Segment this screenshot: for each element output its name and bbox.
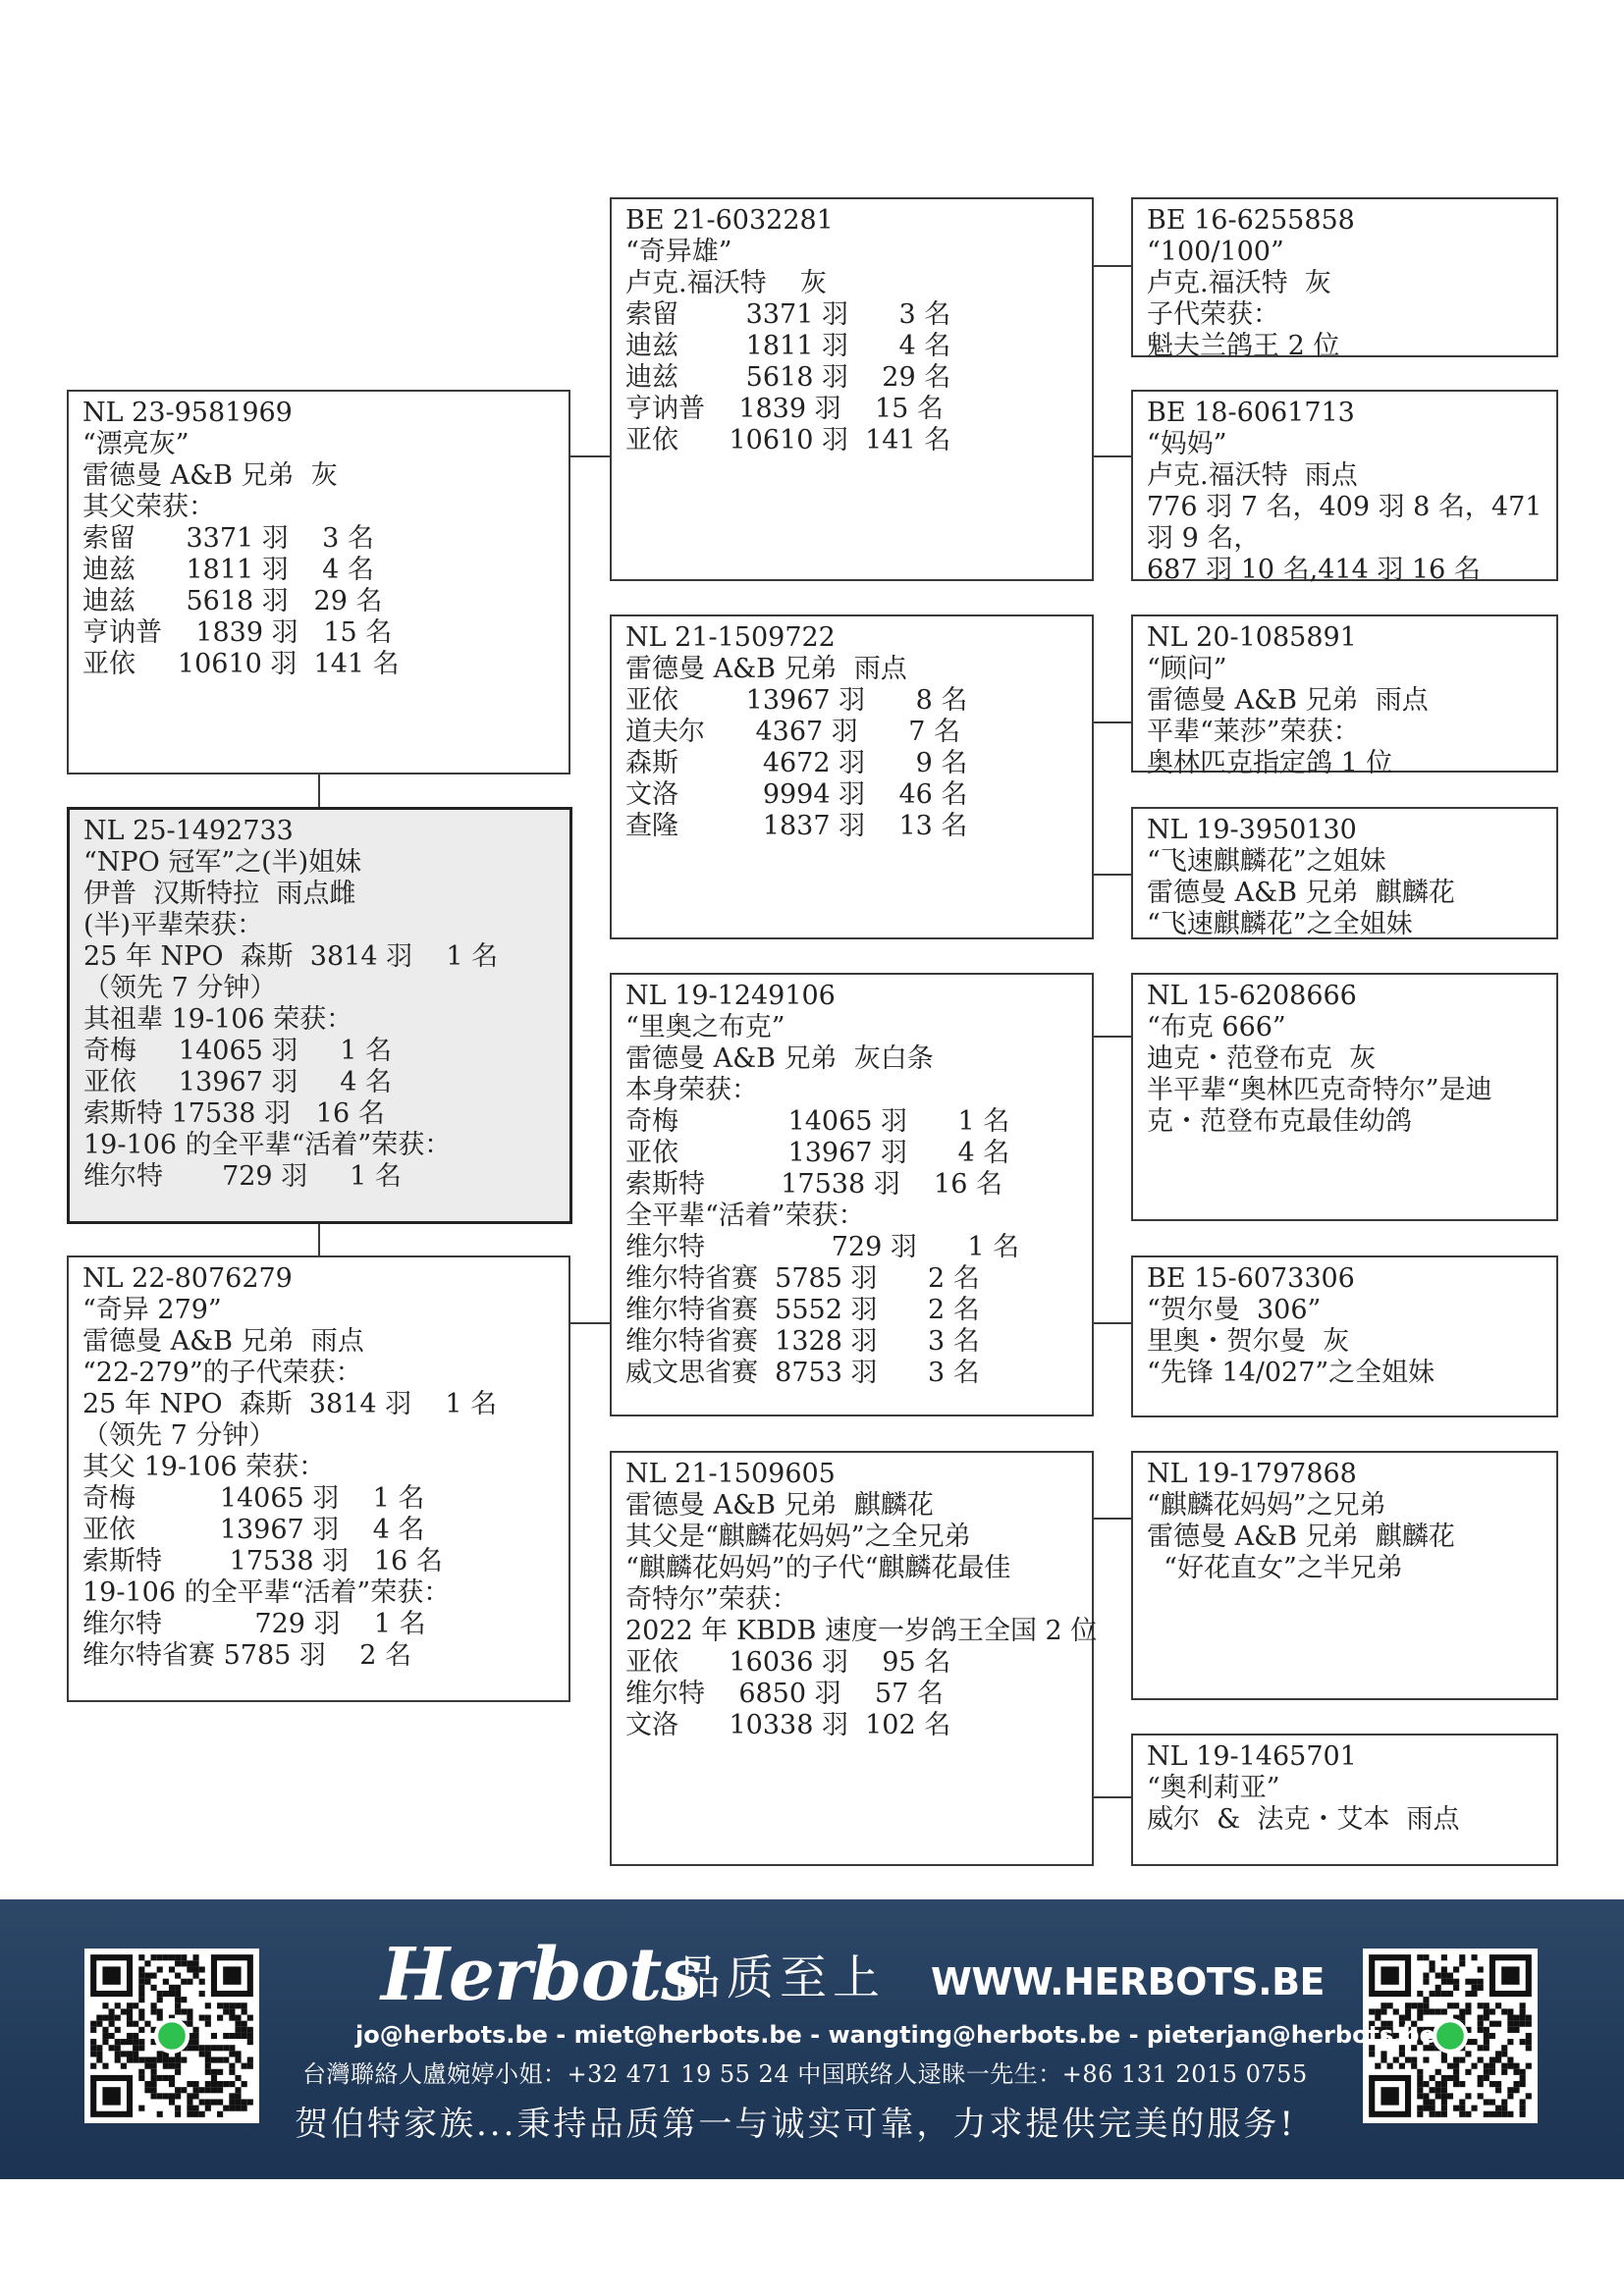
card-line: NL 25-1492733	[83, 816, 294, 846]
card-line: 亚依 10610 羽 141 名	[625, 425, 951, 455]
card-line: 文洛 9994 羽 46 名	[625, 779, 968, 810]
wechat-icon	[1435, 2020, 1466, 2052]
card-line: 全平辈“活着”荣获：	[625, 1201, 865, 1231]
card-line: 维尔特 6850 羽 57 名	[625, 1679, 944, 1709]
card-line: 雷德曼 A&B 兄弟 麒麟花	[1147, 1522, 1455, 1552]
card-line: 里奥・贺尔曼 灰	[1147, 1326, 1350, 1357]
card-line: 雷德曼 A&B 兄弟 灰白条	[625, 1043, 934, 1074]
card-line: “麒麟花妈妈”的子代“麒麟花最佳	[625, 1553, 1011, 1583]
ss-sire-card	[1131, 197, 1558, 361]
sire-card	[67, 390, 570, 774]
connector-ddd	[1092, 1796, 1131, 1798]
sd-sire-card	[1131, 614, 1558, 778]
card-line: 亚依 16036 羽 95 名	[625, 1647, 951, 1678]
card-line: 奇梅 14065 羽 1 名	[82, 1483, 425, 1514]
card-line: 雷德曼 A&B 兄弟 雨点	[625, 654, 907, 684]
card-line: 卢克.福沃特 灰	[1147, 268, 1331, 298]
card-line: 卢克.福沃特 雨点	[1147, 460, 1358, 491]
line-app-icon	[156, 2020, 188, 2052]
card-line: “奇异 279”	[82, 1295, 222, 1325]
card-line: 维尔特省赛 5785 羽 2 名	[82, 1640, 411, 1671]
subject-card	[67, 807, 572, 1224]
card-line: （领先 7 分钟）	[83, 973, 277, 1003]
card-line: 本身荣获：	[625, 1075, 758, 1105]
card-line: 维尔特省赛 5785 羽 2 名	[625, 1263, 980, 1294]
card-line: 威尔 & 法克・艾本 雨点	[1147, 1804, 1460, 1835]
card-line: “100/100”	[1147, 237, 1284, 267]
motto: 贺伯特家族...秉持品质第一与诚实可靠，力求提供完美的服务!	[295, 2105, 1297, 2144]
card-line: NL 15-6208666	[1147, 981, 1357, 1011]
card-line: 索留 3371 羽 3 名	[82, 523, 374, 554]
card-line: BE 15-6073306	[1147, 1263, 1355, 1294]
card-line: 伊普 汉斯特拉 雨点雌	[83, 879, 356, 909]
card-line: 文洛 10338 羽 102 名	[625, 1710, 951, 1740]
card-line: 亚依 13967 羽 8 名	[625, 685, 968, 716]
sire-dam-card	[610, 614, 1094, 939]
connector-dd	[1092, 1518, 1131, 1520]
card-line: 迪兹 5618 羽 29 名	[625, 362, 951, 393]
connector-ssd	[1092, 455, 1131, 457]
connector-dam-to-gp	[569, 1322, 611, 1324]
card-line: 其祖辈 19-106 荣获：	[83, 1004, 353, 1035]
website-link[interactable]: WWW.HERBOTS.BE	[931, 1960, 1326, 2003]
card-line: “飞速麒麟花”之姐妹	[1147, 846, 1386, 877]
card-line: “顾问”	[1147, 654, 1227, 684]
email-list[interactable]: jo@herbots.be - miet@herbots.be - wangting@herbots.be - pieterjan@herbots.be	[355, 2021, 1435, 2049]
card-line: 迪兹 5618 羽 29 名	[82, 586, 383, 616]
card-line: 亨讷普 1839 羽 15 名	[82, 617, 393, 648]
card-line: 奇梅 14065 羽 1 名	[625, 1106, 1010, 1137]
card-line: 奥林匹克指定鸽 1 位	[1147, 748, 1393, 778]
connector-sdd	[1092, 874, 1131, 876]
sd-dam-card	[1131, 807, 1558, 939]
card-line: (半)平辈荣获：	[83, 910, 264, 940]
ds-dam-card	[1131, 1255, 1558, 1417]
connector-sire-to-gp	[569, 455, 611, 457]
card-line: 25 年 NPO 森斯 3814 羽 1 名	[83, 941, 499, 972]
card-line: 克・范登布克最佳幼鸽	[1147, 1106, 1412, 1137]
qr-code-left[interactable]	[84, 1949, 259, 2123]
brand-logo	[381, 1933, 701, 2017]
card-line: NL 19-3950130	[1147, 815, 1357, 845]
card-line: 维尔特 729 羽 1 名	[625, 1232, 1020, 1262]
card-line: “漂亮灰”	[82, 429, 189, 459]
card-line: 威文思省赛 8753 羽 3 名	[625, 1358, 980, 1388]
card-line: 亚依 13967 羽 4 名	[625, 1138, 1010, 1168]
card-line: 雷德曼 A&B 兄弟 灰	[82, 460, 338, 491]
dd-sire-card	[1131, 1451, 1558, 1700]
card-line: NL 21-1509605	[625, 1459, 836, 1489]
card-line: 迪兹 1811 羽 4 名	[625, 331, 951, 361]
card-line: “里奥之布克”	[625, 1012, 785, 1042]
card-line: NL 19-1249106	[625, 981, 836, 1011]
card-line: 776 羽 7 名，409 羽 8 名，471	[1147, 492, 1543, 522]
card-line: “奇异雄”	[625, 237, 732, 267]
dam-dam-card	[610, 1451, 1098, 1866]
connector-ss	[1092, 265, 1131, 267]
card-line: 迪克・范登布克 灰	[1147, 1043, 1377, 1074]
connector-sd	[1092, 721, 1131, 723]
dd-dam-card	[1131, 1734, 1558, 1866]
card-line: BE 18-6061713	[1147, 398, 1355, 428]
card-line: NL 19-1797868	[1147, 1459, 1357, 1489]
card-line: 奇梅 14065 羽 1 名	[83, 1036, 393, 1066]
card-line: “贺尔曼 306”	[1147, 1295, 1322, 1325]
card-line: 羽 9 名，	[1147, 523, 1261, 554]
card-line: “NPO 冠军”之(半)姐妹	[83, 847, 362, 878]
card-line: “奥利莉亚”	[1147, 1773, 1280, 1803]
card-line: 雷德曼 A&B 兄弟 雨点	[1147, 685, 1429, 716]
card-line: 卢克.福沃特 灰	[625, 268, 827, 298]
card-line: NL 19-1465701	[1147, 1741, 1357, 1772]
card-line: 19-106 的全平辈“活着”荣获：	[83, 1130, 452, 1160]
card-line: 亨讷普 1839 羽 15 名	[625, 394, 944, 424]
dam-sire-card	[610, 973, 1094, 1416]
card-line: 雷德曼 A&B 兄弟 雨点	[82, 1326, 364, 1357]
card-line: 奇特尔”荣获：	[625, 1584, 798, 1615]
ss-dam-card	[1131, 390, 1558, 585]
card-line: 子代荣获：	[1147, 299, 1279, 330]
card-line: 道夫尔 4367 羽 7 名	[625, 717, 961, 747]
slogan: 品质至上	[674, 1950, 887, 2005]
card-line: 维尔特 729 羽 1 名	[82, 1609, 426, 1639]
card-line: NL 22-8076279	[82, 1263, 293, 1294]
card-line: NL 20-1085891	[1147, 622, 1357, 653]
card-line: 索斯特 17538 羽 16 名	[82, 1546, 443, 1576]
card-line: 亚依 10610 羽 141 名	[82, 649, 400, 679]
card-line: 25 年 NPO 森斯 3814 羽 1 名	[82, 1389, 498, 1419]
card-line: NL 23-9581969	[82, 398, 293, 428]
card-line: 平辈“莱莎”荣获：	[1147, 717, 1360, 747]
card-line: “好花直女”之半兄弟	[1147, 1553, 1403, 1583]
card-line: 687 羽 10 名,414 羽 16 名	[1147, 555, 1481, 585]
card-line: “妈妈”	[1147, 429, 1227, 459]
card-line: 森斯 4672 羽 9 名	[625, 748, 968, 778]
card-line: 索留 3371 羽 3 名	[625, 299, 951, 330]
connector-dsd	[1092, 1322, 1131, 1324]
dam-card	[67, 1255, 570, 1702]
ds-sire-card	[1131, 973, 1558, 1221]
card-line: 维尔特 729 羽 1 名	[83, 1161, 402, 1192]
contact-info: 台灣聯絡人盧婉婷小姐：+32 471 19 55 24 中国联络人逯睐一先生：+86 131 2015 0755	[302, 2060, 1308, 2088]
sire-sire-card	[610, 197, 1094, 581]
card-line: 2022 年 KBDB 速度一岁鸽王全国 2 位	[625, 1616, 1098, 1646]
card-line: “飞速麒麟花”之全姐妹	[1147, 909, 1413, 939]
card-line: 雷德曼 A&B 兄弟 麒麟花	[1147, 878, 1455, 908]
card-line: 魁夫兰鸽王 2 位	[1147, 331, 1340, 361]
card-line: 半平辈“奥林匹克奇特尔”是迪	[1147, 1075, 1492, 1105]
card-line: 维尔特省赛 5552 羽 2 名	[625, 1295, 980, 1325]
card-line: 亚依 13967 羽 4 名	[83, 1067, 393, 1097]
card-line: “先锋 14/027”之全姐妹	[1147, 1358, 1435, 1388]
connector-subject-dam	[318, 1222, 320, 1255]
card-line: 19-106 的全平辈“活着”荣获：	[82, 1577, 451, 1608]
card-line: 索斯特 17538 羽 16 名	[83, 1098, 385, 1129]
card-line: 亚依 13967 羽 4 名	[82, 1515, 425, 1545]
connector-sire-subject	[318, 774, 320, 807]
card-line: “布克 666”	[1147, 1012, 1286, 1042]
card-line: 查隆 1837 羽 13 名	[625, 811, 968, 841]
connector-ds	[1092, 1036, 1131, 1038]
card-line: 其父是“麒麟花妈妈”之全兄弟	[625, 1522, 971, 1552]
card-line: “麒麟花妈妈”之兄弟	[1147, 1490, 1386, 1521]
card-line: （领先 7 分钟）	[82, 1420, 276, 1451]
card-line: 索斯特 17538 羽 16 名	[625, 1169, 1002, 1200]
footer-banner	[0, 1899, 1624, 2179]
card-line: 其父荣获：	[82, 492, 215, 522]
card-line: NL 21-1509722	[625, 622, 836, 653]
card-line: BE 21-6032281	[625, 205, 834, 236]
card-line: “22-279”的子代荣获：	[82, 1358, 362, 1388]
brand-name: Herbots	[381, 1933, 701, 2017]
card-line: BE 16-6255858	[1147, 205, 1355, 236]
card-line: 雷德曼 A&B 兄弟 麒麟花	[625, 1490, 934, 1521]
card-line: 迪兹 1811 羽 4 名	[82, 555, 374, 585]
card-line: 其父 19-106 荣获：	[82, 1452, 326, 1482]
card-line: 维尔特省赛 1328 羽 3 名	[625, 1326, 980, 1357]
